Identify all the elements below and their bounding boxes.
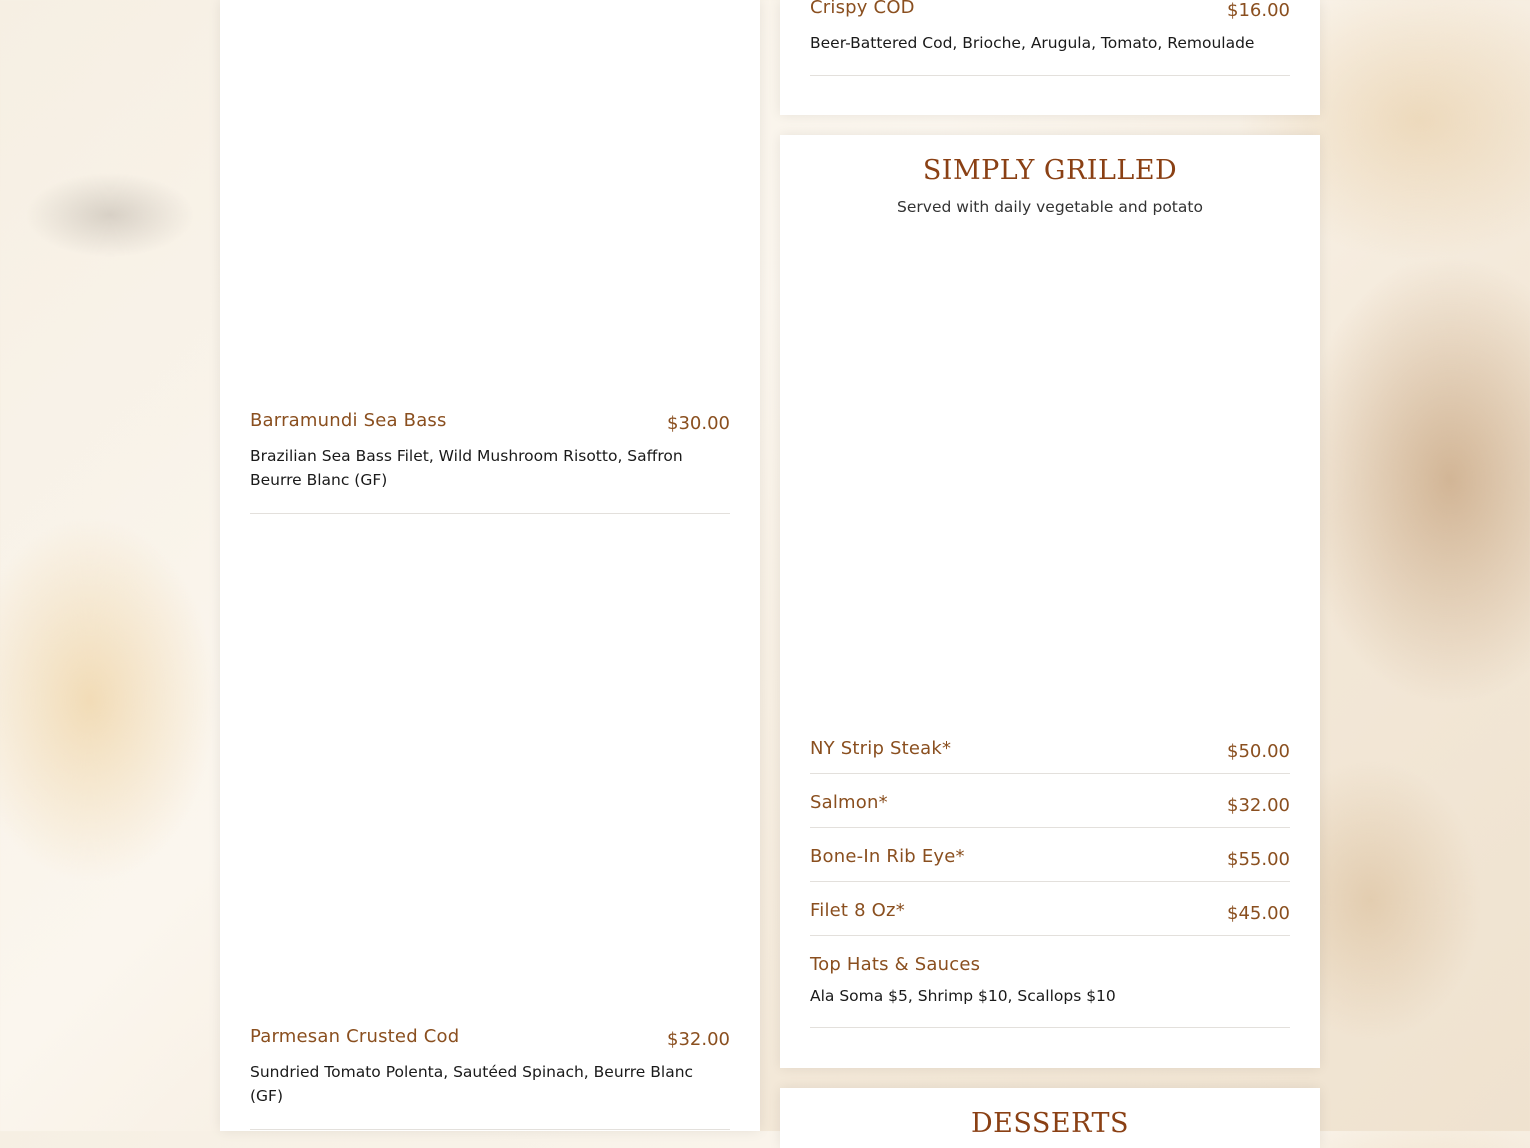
item-name: Bone-In Rib Eye* — [810, 846, 965, 867]
menu-card-right-top — [780, 0, 1320, 115]
divider — [250, 1129, 730, 1130]
divider — [810, 881, 1290, 882]
section-subtitle: Served with daily vegetable and potato — [897, 198, 1203, 216]
item-description: Ala Soma $5, Shrimp $10, Scallops $10 — [810, 987, 1116, 1005]
item-price: $55.00 — [1227, 849, 1290, 870]
item-description: Sundried Tomato Polenta, Sautéed Spinach, Beurre Blanc (GF) — [250, 1063, 694, 1105]
item-name: Salmon* — [810, 792, 888, 813]
divider — [810, 1027, 1290, 1028]
section-title: SIMPLY GRILLED — [922, 155, 1178, 186]
menu-item-salmon — [810, 792, 1290, 822]
menu-card-left — [220, 0, 760, 1131]
divider — [810, 827, 1290, 828]
item-price: $50.00 — [1227, 741, 1290, 762]
item-description: Beer-Battered Cod, Brioche, Arugula, Tomato, Remoulade — [810, 34, 1255, 52]
item-name: Filet 8 Oz* — [810, 900, 905, 921]
item-price: $32.00 — [1227, 795, 1290, 816]
item-name: Parmesan Crusted Cod — [250, 1026, 460, 1047]
menu-item-barramundi — [250, 410, 730, 492]
menu-item-top-hats-sauces — [810, 954, 1290, 1008]
item-name: Barramundi Sea Bass — [250, 410, 447, 431]
menu-section-simply-grilled — [780, 135, 1320, 1068]
menu-item-parmesan-cod — [250, 1026, 730, 1108]
divider — [810, 773, 1290, 774]
menu-item-rib-eye — [810, 846, 1290, 876]
divider — [250, 513, 730, 514]
divider — [810, 75, 1290, 76]
item-name: Top Hats & Sauces — [810, 954, 981, 975]
menu-section-desserts — [780, 1088, 1320, 1148]
section-title: DESSERTS — [971, 1108, 1129, 1139]
divider — [810, 935, 1290, 936]
item-name: Crispy COD — [810, 0, 915, 18]
item-price: $32.00 — [667, 1029, 730, 1050]
menu-item-ny-strip — [810, 738, 1290, 768]
item-price: $16.00 — [1227, 0, 1290, 21]
item-name: NY Strip Steak* — [810, 738, 952, 759]
item-price: $45.00 — [1227, 903, 1290, 924]
menu-item-filet — [810, 900, 1290, 930]
menu-item-crispy-cod — [810, 0, 1290, 55]
item-price: $30.00 — [667, 413, 730, 434]
item-description: Brazilian Sea Bass Filet, Wild Mushroom Risotto, Saffron Beurre Blanc (GF) — [250, 447, 683, 489]
